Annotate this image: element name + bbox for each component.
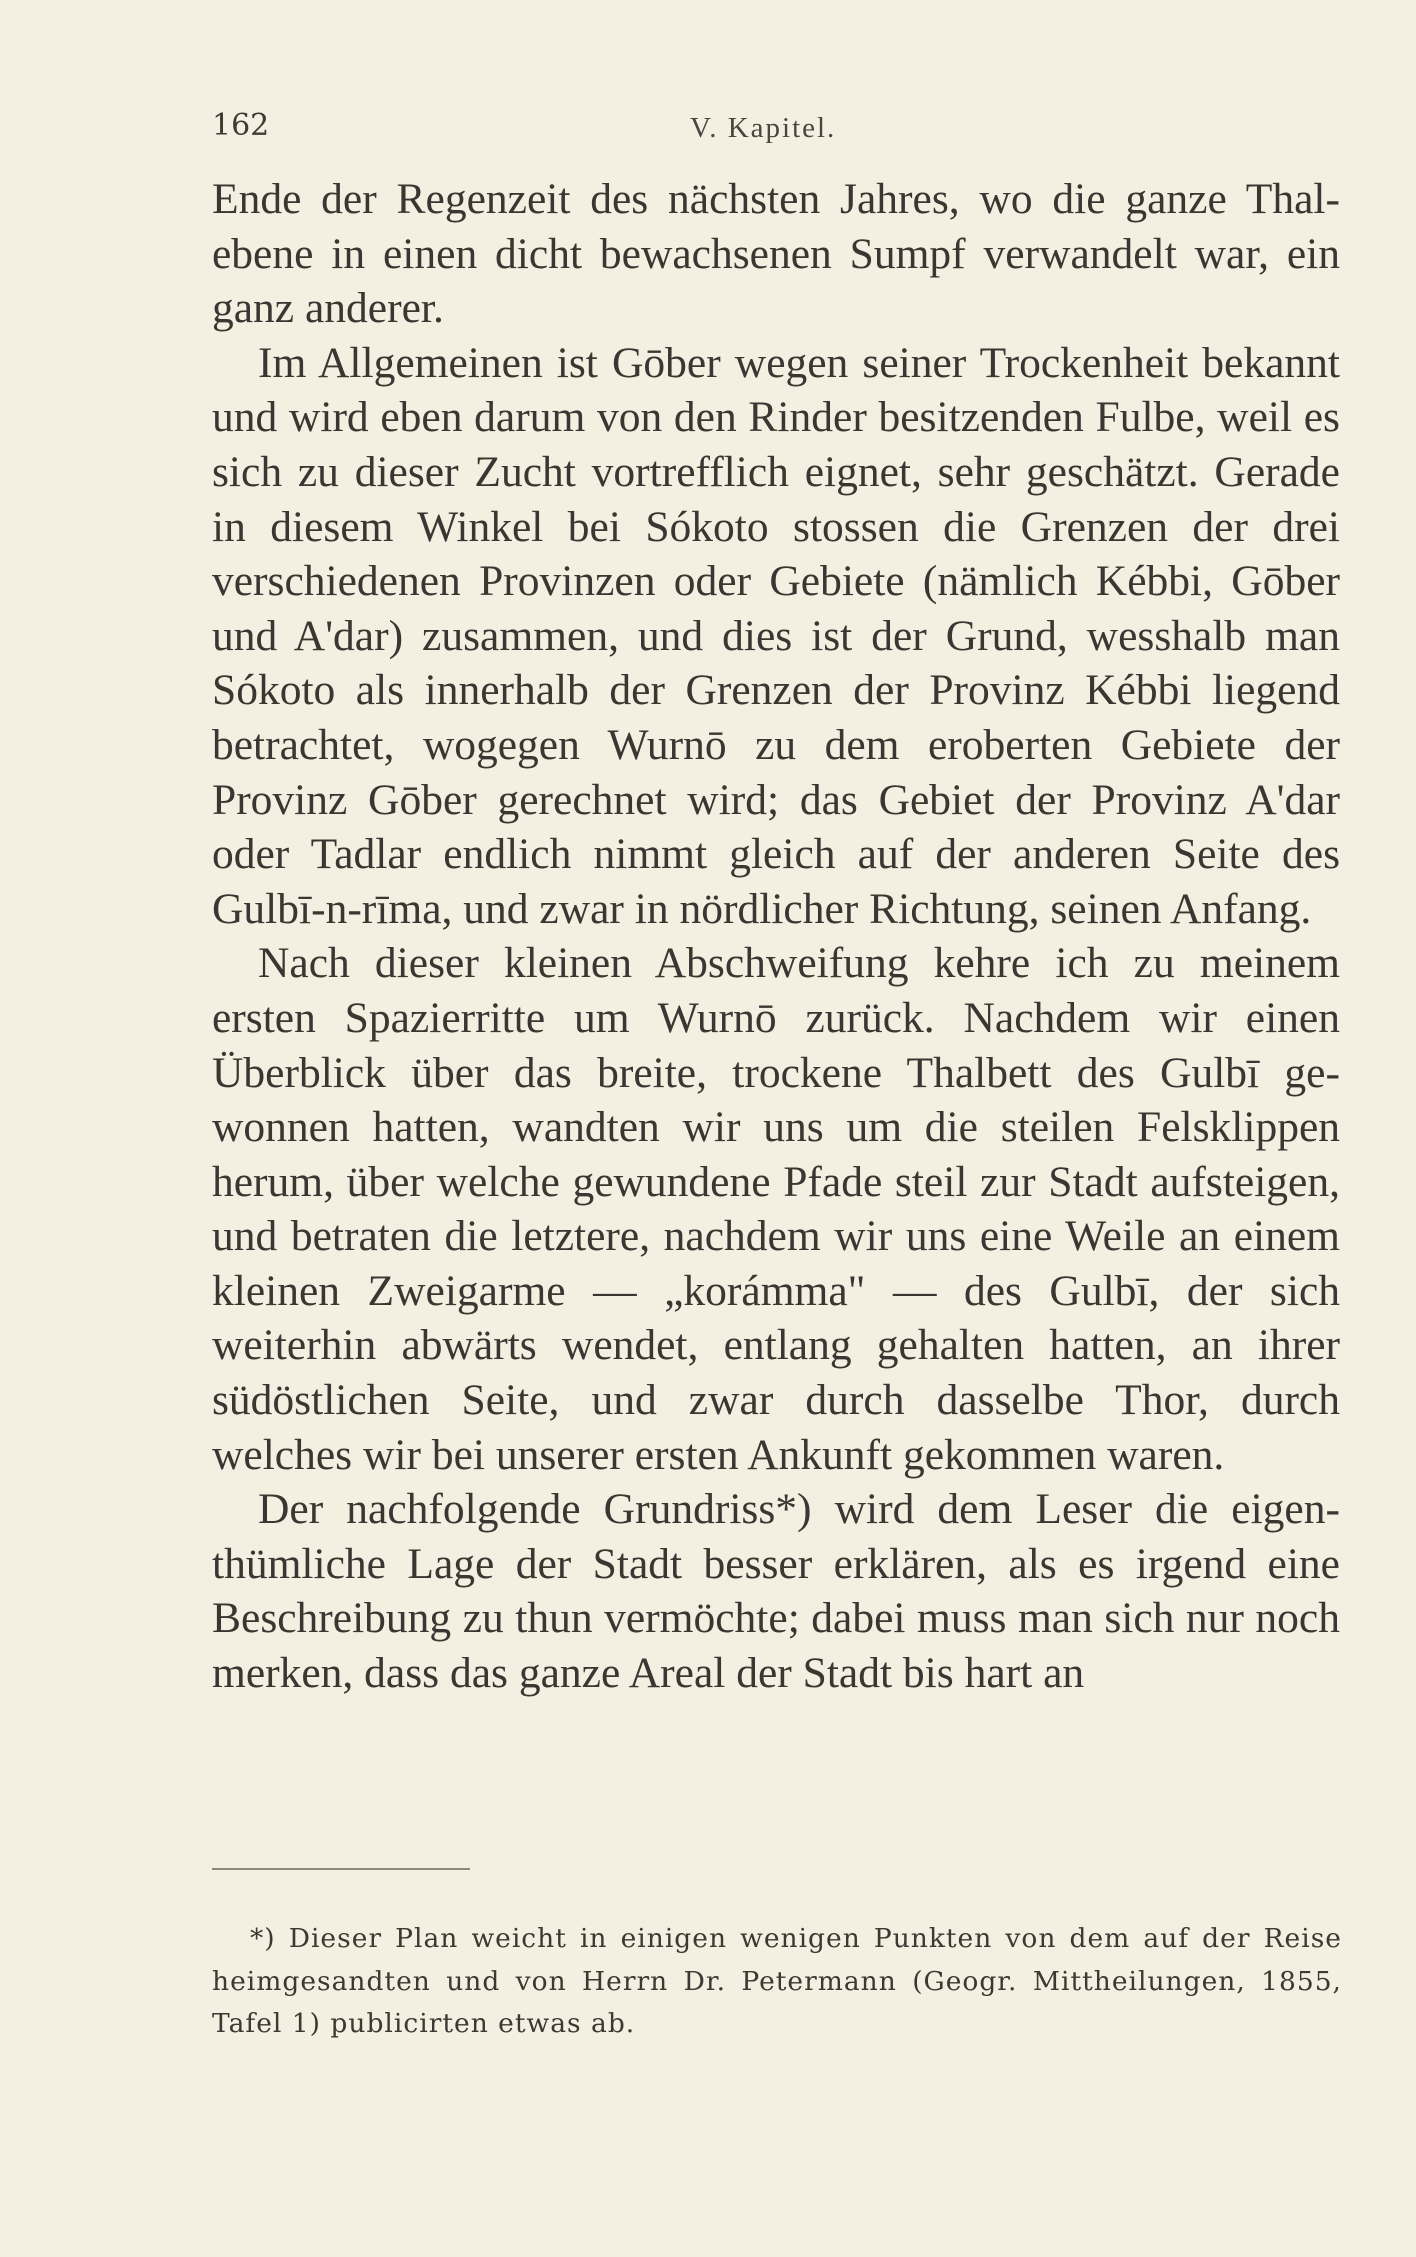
footnote-divider <box>212 1868 470 1870</box>
main-text <box>212 172 1340 1701</box>
paragraph: Im Allgemeinen ist Gōber wegen seiner Trockenheit bekannt und wird eben darum von den Rinder besitzenden Fulbe, weil es sich zu dieser Zucht vortrefflich eignet, sehr geschätzt. Gerade in diesem Winkel bei Sókoto stossen die Grenzen der drei verschiedenen Provinzen oder Gebiete (nämlich Kébbi, Gōber und A'dar) zusammen, und dies ist der Grund, wesshalb man Sókoto als innerhalb der Grenzen der Provinz Kébbi liegend betrachtet, wogegen Wurnō zu dem eroberten Gebiete der Provinz Gōber gerechnet wird; das Gebiet der Provinz A'dar oder Tadlar endlich nimmt gleich auf der anderen Seite des Gulbī-n-rīma, und zwar in nördlicher Richtung, seinen Anfang. <box>212 338 1340 933</box>
paragraph-continuation: Ende der Regenzeit des nächsten Jahres, wo die ganze Thalebene in einen dicht bewachsenen Sumpf verwandelt war, ein ganz anderer. <box>212 175 1340 333</box>
page-header <box>212 100 1344 150</box>
footnote <box>212 1918 1342 2046</box>
page-number: 162 <box>212 108 270 143</box>
running-head: V. Kapitel. <box>690 112 837 144</box>
paragraph: Der nachfolgende Grundriss*) wird dem Leser die eigenthümliche Lage der Stadt besser erklären, als es irgend eine Beschreibung zu thun vermöchte; dabei muss man sich nur noch merken, dass das ganze Areal der Stadt bis hart an <box>212 1485 1340 1698</box>
paragraph: Nach dieser kleinen Abschweifung kehre ich zu meinem ersten Spazierritte um Wurnō zurück. Nachdem wir einen Überblick über das breite, trockene Thalbett des Gulbī gewonnen hatten, wandten wir uns um die steilen Felsklippen herum, über welche gewundene Pfade steil zur Stadt aufsteigen, und betraten die letztere, nachdem wir uns eine Weile an einem kleinen Zweigarme — „korámma" — des Gulbī, der sich weiterhin abwärts wendet, entlang gehalten hatten, an ihrer südöstlichen Seite, und zwar durch dasselbe Thor, durch welches wir bei unserer ersten Ankunft gekommen waren. <box>212 939 1340 1479</box>
footnote-text: *) Dieser Plan weicht in einigen wenigen Punkten von dem auf der Reise heimgesandten und von Herrn Dr. Petermann (Geogr. Mittheilungen, 1855, Tafel 1) publicirten etwas ab. <box>212 1923 1342 2039</box>
